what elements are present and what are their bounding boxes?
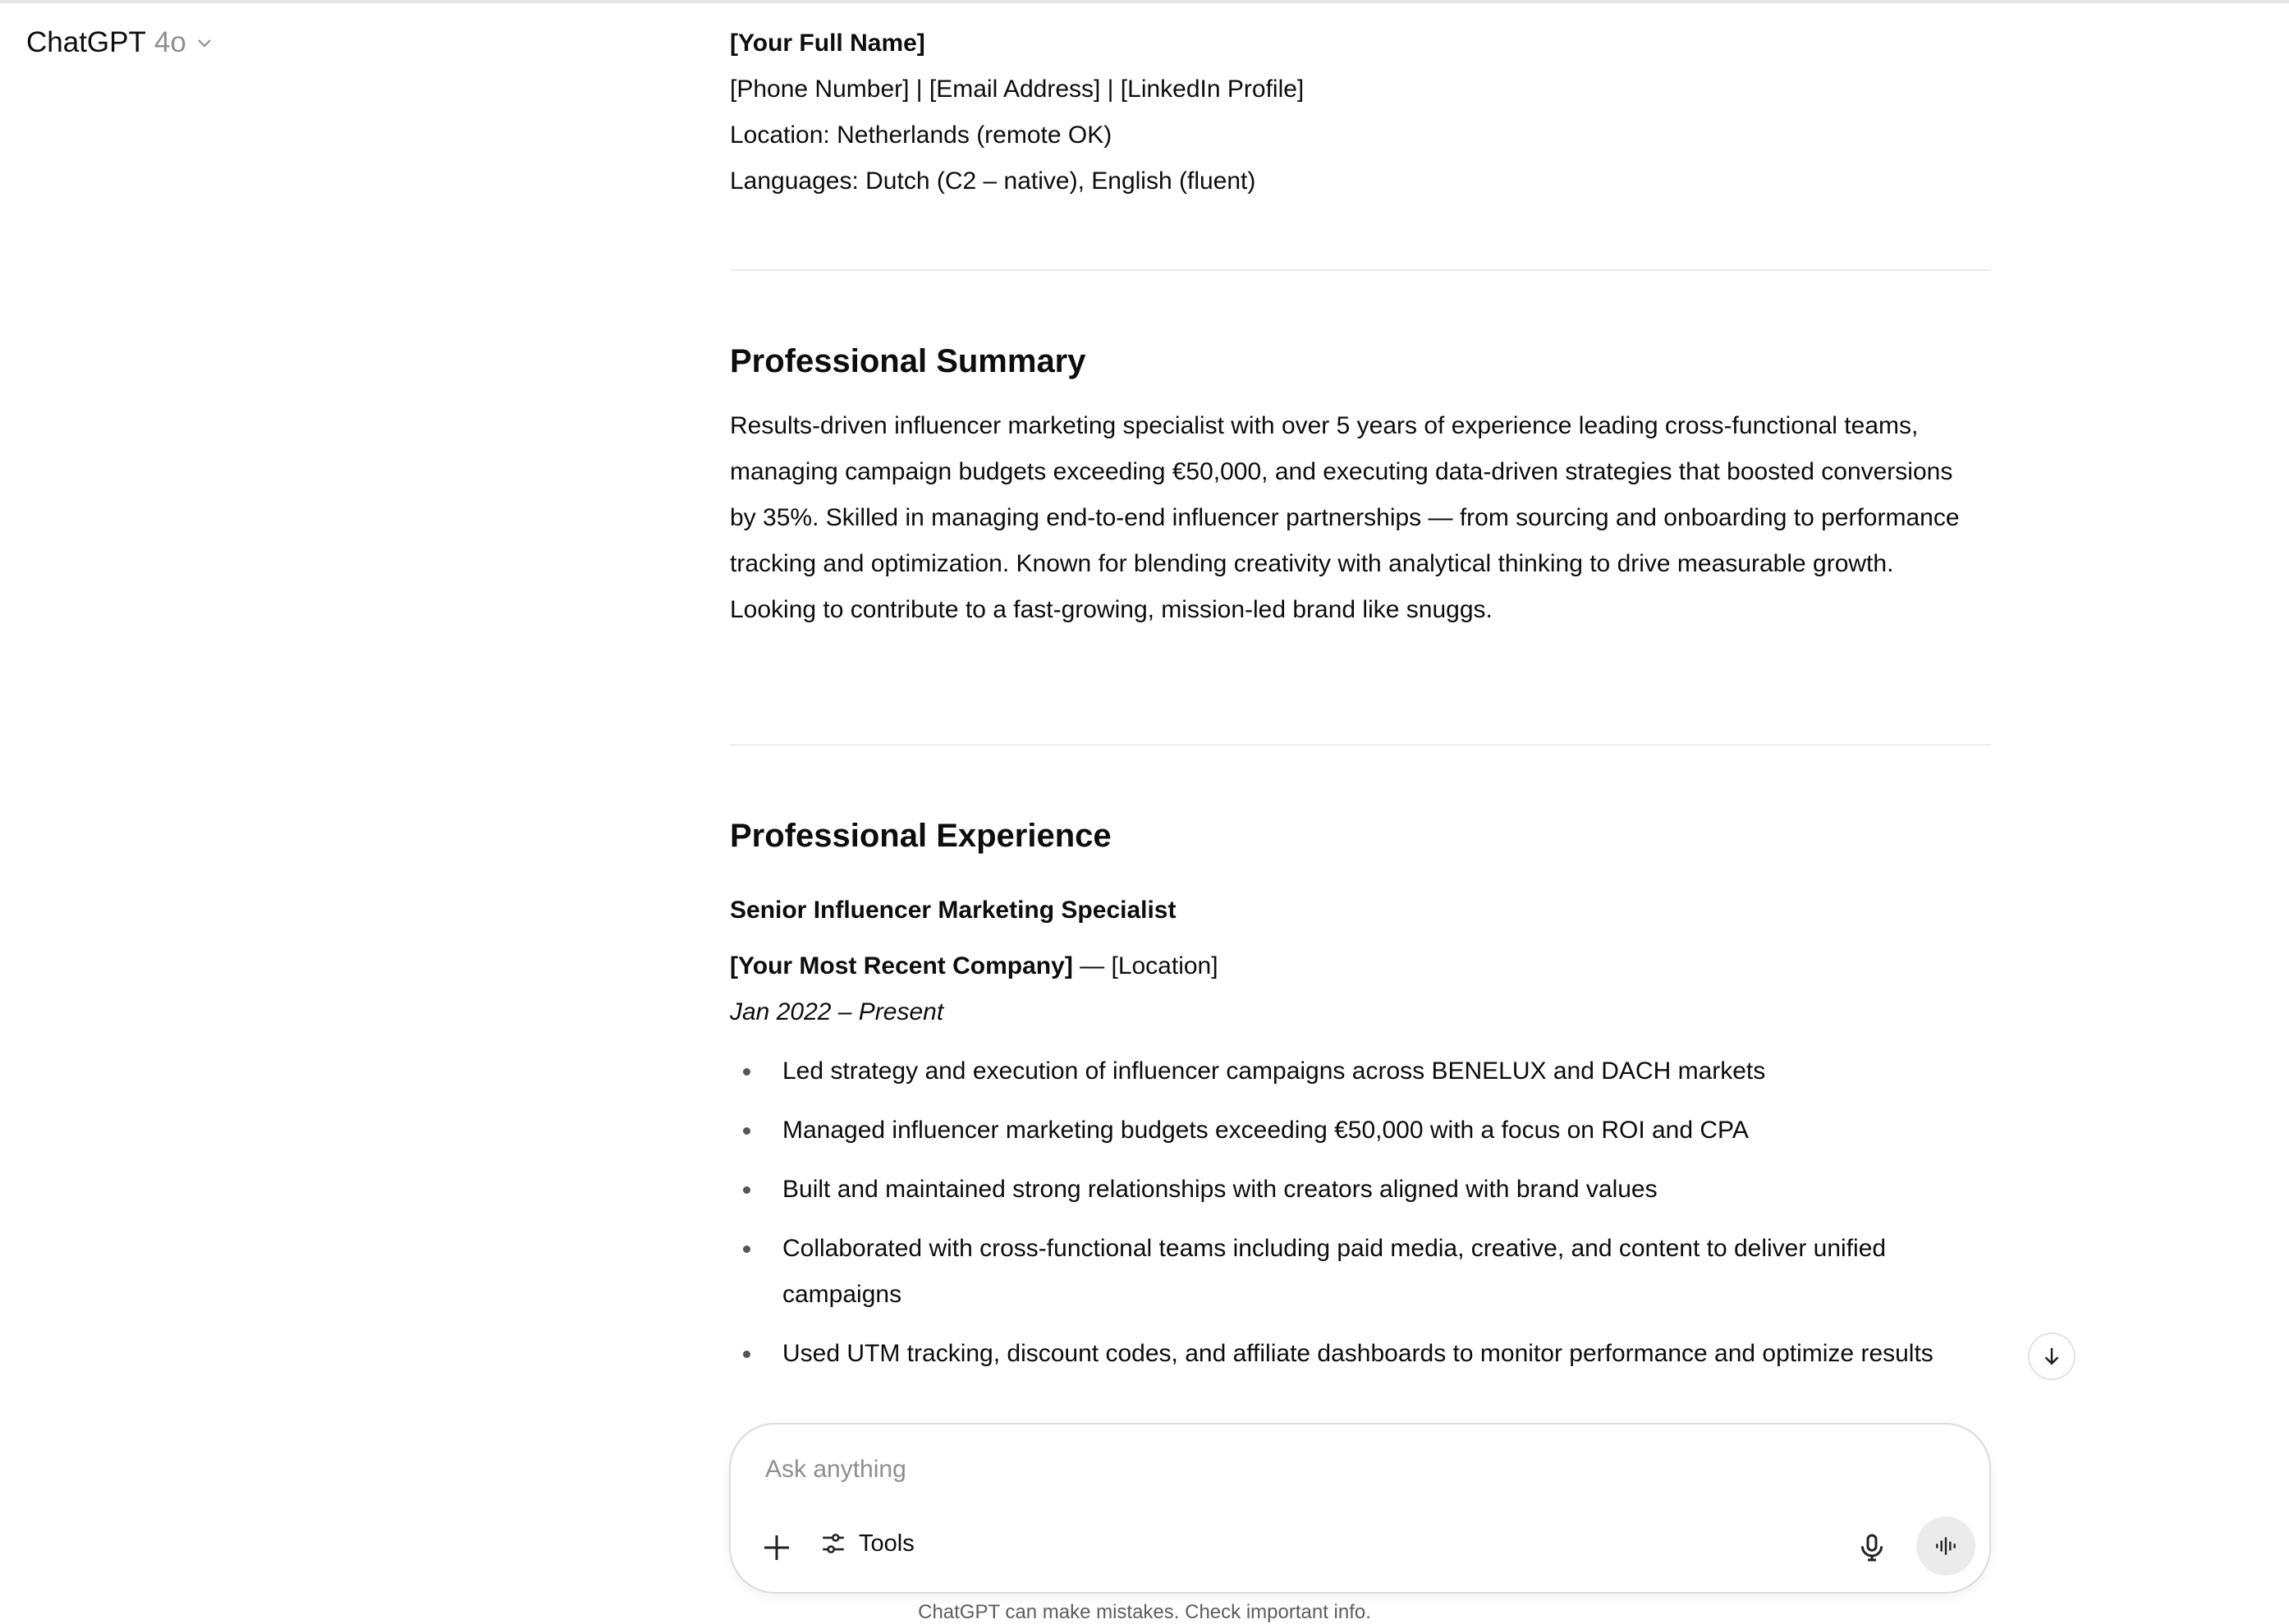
company: [Your Most Recent Company] [730, 952, 1073, 979]
divider [730, 744, 1991, 745]
summary-heading: Professional Summary [730, 343, 1086, 379]
list-item: Collaborated with cross-functional teams including paid media, creative, and content to deliver unified campaigns [730, 1226, 1961, 1318]
waveform-icon [1933, 1533, 1959, 1559]
contact-languages: Languages: Dutch (C2 – native), English (fluent) [730, 167, 1256, 195]
tools-label: Tools [859, 1530, 915, 1557]
job-dates: Jan 2022 – Present [730, 998, 944, 1025]
disclaimer: ChatGPT can make mistakes. Check important info. [918, 1601, 1371, 1623]
model-selector[interactable] [26, 26, 214, 59]
experience-heading: Professional Experience [730, 818, 1112, 854]
tools-button[interactable] [819, 1530, 915, 1557]
arrow-down-icon [2039, 1344, 2064, 1369]
list-item: Led strategy and execution of influencer campaigns across BENELUX and DACH markets [730, 1048, 1991, 1094]
list-item: Built and maintained strong relationships with creators aligned with brand values [730, 1167, 1991, 1213]
top-border [0, 0, 2289, 3]
model-version: 4o [154, 26, 186, 58]
scroll-to-bottom-button[interactable] [2028, 1333, 2076, 1380]
job-company-line [730, 943, 1991, 989]
contact-name: [Your Full Name] [730, 30, 925, 57]
voice-mode-button[interactable] [1916, 1516, 1975, 1576]
plus-icon[interactable] [760, 1531, 793, 1564]
summary-text: Results-driven influencer marketing specialist with over 5 years of experience leading cross-functional teams, managing campaign budgets exceeding €50,000, and executing data-driven strategies that boosted conversions by 35%. Skilled in managing end-to-end influencer partnerships — from sourcing and onboarding to performance tracking and optimization. Known for blending creativity with analytical thinking to drive measurable growth. Looking to contribute to a fast-growing, mission-led brand like snuggs. [730, 412, 1960, 623]
list-item: Managed influencer marketing budgets exceeding €50,000 with a focus on ROI and CPA [730, 1108, 1991, 1154]
list-item: Used UTM tracking, discount codes, and affiliate dashboards to monitor performance and optimize results [730, 1331, 1991, 1377]
contact-line: [Phone Number] | [Email Address] | [LinkedIn Profile] [730, 76, 1305, 103]
microphone-icon[interactable] [1856, 1531, 1888, 1564]
sliders-icon [819, 1530, 847, 1557]
chevron-down-icon [195, 33, 214, 53]
job-title: Senior Influencer Marketing Specialist [730, 897, 1177, 924]
contact-location: Location: Netherlands (remote OK) [730, 122, 1112, 149]
divider [730, 269, 1991, 271]
composer [729, 1423, 1991, 1594]
prompt-input[interactable]: Ask anything [765, 1456, 906, 1483]
model-name: ChatGPT [26, 26, 146, 58]
job-location: — [Location] [1072, 952, 1218, 979]
